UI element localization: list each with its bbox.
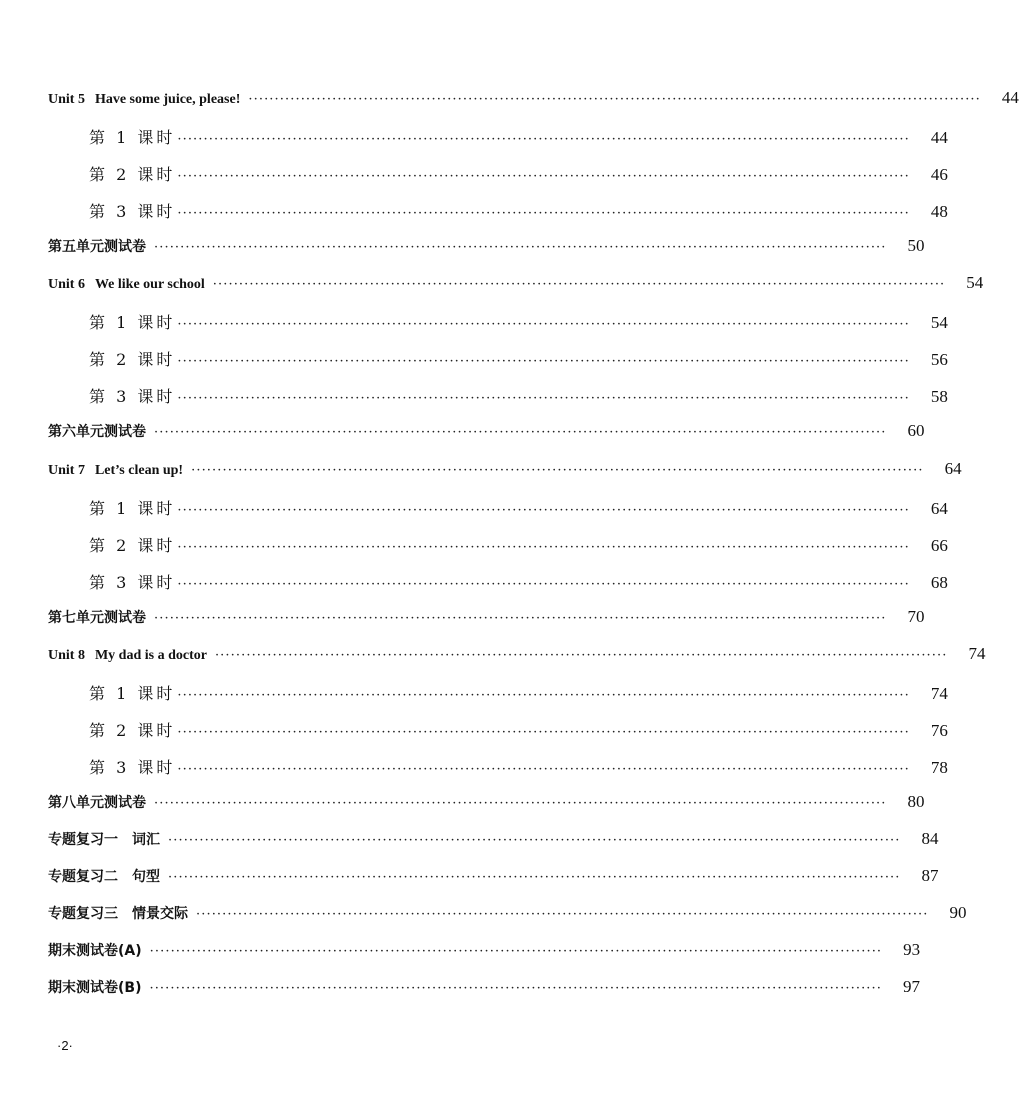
- toc-entry-label: [89, 570, 175, 593]
- toc-entry-label: [48, 792, 146, 812]
- unit-title: My dad is a doctor: [94, 647, 207, 663]
- toc-entry-test: [0, 903, 967, 933]
- toc-entry-label: [48, 903, 188, 923]
- toc-entry-label: [48, 866, 160, 886]
- dot-leader: ············································································································································: [212, 277, 946, 293]
- page-number-ref: 76: [930, 720, 948, 740]
- toc-entry-test: [0, 829, 939, 859]
- toc-entry-test: [0, 421, 925, 451]
- toc-entry-label: [89, 125, 175, 148]
- toc-entry-label: [48, 421, 146, 441]
- toc-entry-label: [89, 533, 175, 556]
- entry-title: 专题复习二: [48, 869, 118, 886]
- page-number-ref: 64: [944, 458, 962, 478]
- toc-entry-label: [48, 92, 240, 108]
- dot-leader: ············································································································································: [177, 206, 910, 222]
- toc-entry-label: [48, 829, 160, 849]
- page-number-ref: 84: [921, 829, 939, 848]
- entry-title: 第 3 课时: [89, 202, 176, 222]
- entry-subtitle: 句型: [132, 869, 160, 886]
- page-number-ref: 66: [930, 535, 948, 555]
- page-number-ref: 80: [907, 791, 925, 811]
- entry-title: 第 2 课时: [89, 165, 176, 185]
- unit-title: Let’s clean up!: [94, 462, 184, 478]
- dot-leader: ············································································································································: [191, 462, 924, 478]
- page-number-ref: 54: [930, 313, 948, 333]
- dot-leader: ············································································································································: [177, 502, 910, 518]
- toc-entry-unit: [0, 273, 984, 303]
- page-number-ref: 64: [930, 498, 948, 518]
- toc-entry-label: [48, 940, 142, 960]
- dot-leader: ············································································································································: [154, 795, 887, 811]
- entry-title: 第 3 课时: [89, 387, 176, 407]
- dot-leader: ············································································································································: [177, 132, 910, 148]
- page-number-ref: 97: [903, 977, 920, 997]
- dot-leader: ············································································································································: [214, 647, 948, 663]
- entry-title: 第 2 课时: [89, 720, 176, 740]
- entry-title: 第 2 课时: [89, 350, 176, 370]
- entry-title: 第 2 课时: [89, 535, 176, 555]
- page-number-ref: 78: [930, 757, 948, 777]
- dot-leader: ············································································································································: [177, 576, 910, 592]
- page-number-ref: 74: [930, 683, 948, 703]
- unit-title: Have some juice, please!: [94, 92, 241, 107]
- unit-number: Unit 6: [48, 277, 85, 293]
- toc-entry-label: [89, 496, 175, 519]
- page-number-ref: 56: [930, 350, 948, 370]
- toc-entry-label: [89, 199, 175, 222]
- toc-entry-label: [48, 607, 146, 627]
- entry-title: 第五单元测试卷: [48, 239, 146, 256]
- toc-entry-label: [89, 384, 175, 407]
- page-number-ref: 50: [907, 236, 925, 256]
- entry-title: 第 1 课时: [89, 683, 176, 703]
- dot-leader: ············································································································································: [248, 92, 981, 107]
- toc-entry-test: [0, 866, 939, 896]
- toc-entry-test: [0, 791, 925, 822]
- entry-title: 第八单元测试卷: [48, 794, 146, 811]
- toc-entry-label: [89, 755, 175, 778]
- page-number-ref: 87: [921, 866, 939, 886]
- toc-entry-label: [89, 681, 175, 704]
- toc-entry-lesson: [0, 199, 948, 229]
- toc-entry-test: [0, 236, 925, 266]
- dot-leader: ············································································································································: [177, 354, 910, 370]
- toc-entry-test: [0, 977, 920, 1007]
- toc-entry-label: [48, 236, 146, 256]
- toc-entry-label: [48, 277, 205, 293]
- dot-leader: ············································································································································: [177, 687, 910, 703]
- entry-title: 第 3 课时: [89, 572, 176, 592]
- toc-entry-lesson: [0, 718, 948, 748]
- toc-entry-unit: [0, 458, 962, 489]
- toc-entry-unit: [0, 88, 1019, 118]
- page-number-ref: 54: [966, 273, 984, 293]
- dot-leader: ············································································································································: [177, 169, 910, 185]
- page-number-ref: 70: [907, 606, 925, 626]
- dot-leader: ············································································································································: [177, 391, 910, 407]
- unit-number: Unit 7: [48, 462, 85, 478]
- entry-subtitle: 情景交际: [132, 906, 188, 923]
- dot-leader: ············································································································································: [196, 907, 929, 923]
- dot-leader: ············································································································································: [154, 240, 887, 256]
- page-number-ref: 90: [949, 903, 967, 923]
- entry-title: 期末测试卷(B): [48, 980, 142, 997]
- entry-title: 第 1 课时: [89, 498, 176, 518]
- page-number-ref: 68: [930, 572, 948, 592]
- toc-entry-label: [48, 648, 207, 664]
- toc-entry-lesson: [0, 125, 948, 155]
- dot-leader: ············································································································································: [177, 539, 910, 555]
- toc-entry-label: [89, 310, 175, 333]
- toc-entry-lesson: [0, 681, 948, 711]
- dot-leader: ············································································································································: [168, 870, 901, 886]
- entry-title: 期末测试卷(A): [48, 943, 142, 960]
- toc-entry-label: [48, 977, 141, 997]
- toc-entry-test: [0, 940, 921, 970]
- toc-entry-lesson: [0, 496, 948, 526]
- entry-title: 第 1 课时: [89, 128, 176, 148]
- toc-entry-lesson: [0, 755, 948, 785]
- toc-entry-label: [89, 162, 175, 185]
- page-number-ref: 44: [930, 128, 948, 148]
- toc-entry-lesson: [0, 533, 948, 563]
- toc-entry-lesson: [0, 384, 948, 414]
- entry-title: 第七单元测试卷: [48, 609, 146, 626]
- dot-leader: ············································································································································: [177, 317, 910, 333]
- toc-entry-lesson: [0, 347, 948, 377]
- entry-title: 专题复习一: [48, 832, 118, 848]
- dot-leader: ············································································································································: [154, 425, 887, 441]
- dot-leader: ············································································································································: [149, 944, 883, 960]
- unit-number: Unit 5: [48, 92, 85, 107]
- toc-entry-lesson: [0, 310, 948, 340]
- page-number-ref: 46: [930, 165, 948, 185]
- page-number-ref: 44: [1001, 88, 1019, 107]
- dot-leader: ············································································································································: [177, 761, 910, 777]
- unit-number: Unit 8: [48, 647, 85, 663]
- dot-leader: ············································································································································: [168, 833, 901, 848]
- toc-entry-label: [89, 718, 175, 741]
- toc-entry-unit: [0, 643, 986, 674]
- entry-title: 第六单元测试卷: [48, 424, 146, 441]
- page-number: ·2·: [57, 1038, 73, 1053]
- dot-leader: ············································································································································: [177, 724, 910, 740]
- toc-entry-test: [0, 606, 925, 637]
- toc-entry-label: [89, 347, 175, 370]
- dot-leader: ············································································································································: [154, 610, 887, 626]
- entry-subtitle: 词汇: [132, 832, 160, 848]
- entry-title: 第 1 课时: [89, 313, 176, 333]
- page-number-ref: 60: [907, 421, 925, 441]
- entry-title: 专题复习三: [48, 906, 118, 923]
- page-number-ref: 58: [930, 387, 948, 407]
- entry-title: 第 3 课时: [89, 757, 176, 777]
- unit-title: We like our school: [94, 277, 205, 293]
- page-number-ref: 74: [968, 643, 986, 663]
- page-number-ref: 48: [930, 202, 948, 222]
- dot-leader: ············································································································································: [149, 981, 882, 997]
- page-number-ref: 93: [903, 940, 921, 960]
- toc-entry-lesson: [0, 570, 948, 600]
- toc-entry-lesson: [0, 162, 948, 192]
- toc-entry-label: [48, 463, 183, 479]
